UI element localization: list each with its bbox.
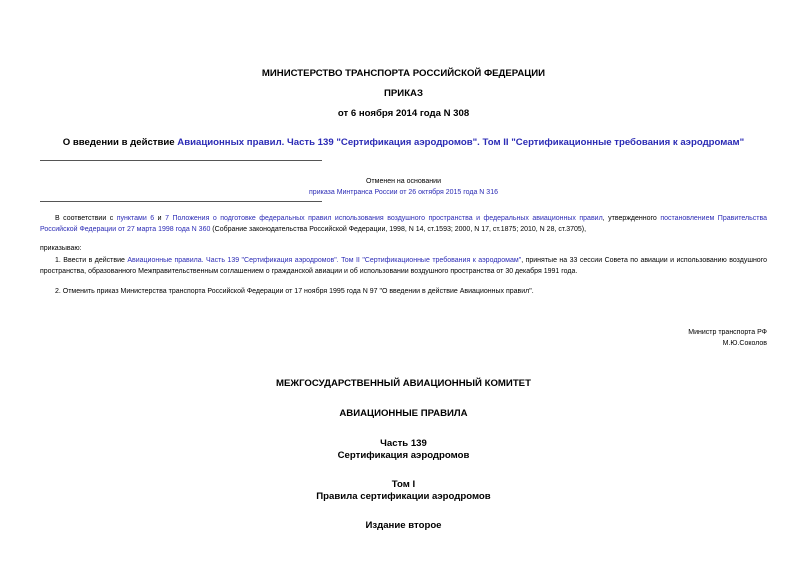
- order-word: приказываю:: [40, 245, 82, 252]
- preamble-text-2: и: [154, 215, 166, 222]
- page-title: [40, 137, 767, 148]
- divider-bottom: [40, 201, 322, 202]
- item-1-text-1: 1. Ввести в действие: [55, 257, 128, 264]
- ministry-heading: МИНИСТЕРСТВО ТРАНСПОРТА РОССИЙСКОЙ ФЕДЕРАЦИИ: [261, 68, 546, 79]
- preamble-text-5: (Собрание законодательства Российской Федерации, 1998, N 14, ст.1593; 2000, N 17, ст.1875; 2010, N 28, ст.3705),: [210, 226, 587, 233]
- divider-top: [40, 160, 322, 161]
- link-aviation-rules[interactable]: Авиационные правила. Часть 139 "Сертификация аэродромов". Том II "Сертификационные требования к аэродромам": [127, 257, 522, 264]
- item-2-paragraph: [40, 286, 767, 297]
- date-number: от 6 ноября 2014 года N 308: [337, 108, 470, 119]
- cancel-note: [40, 176, 767, 198]
- rules-heading: АВИАЦИОННЫЕ ПРАВИЛА: [339, 408, 468, 419]
- link-item-7[interactable]: 7: [165, 215, 169, 222]
- part-title-heading: Сертификация аэродромов: [337, 450, 470, 461]
- doc-type-heading: ПРИКАЗ: [384, 88, 423, 99]
- cancel-note-text: Отменен на основании: [365, 178, 441, 185]
- link-government-decree[interactable]: постановлением Правительства Российской Федерации от 27 марта 1998 года N 360: [40, 215, 767, 233]
- part-heading: Часть 139: [380, 438, 427, 449]
- title-link[interactable]: Авиационных правил. Часть 139 "Сертификация аэродромов". Том II "Сертификационные требования к аэродромам": [177, 137, 745, 148]
- edition-heading: Издание второе: [365, 520, 442, 531]
- volume-title-heading: Правила сертификации аэродромов: [316, 491, 491, 502]
- signature-position: Министр транспорта РФ: [688, 329, 767, 336]
- title-prefix: О введении в действие: [62, 137, 178, 148]
- volume-heading: Том I: [391, 479, 416, 490]
- preamble-paragraph: [40, 213, 767, 235]
- link-items-6[interactable]: пунктами 6: [116, 215, 155, 222]
- item-2-text: 2. Отменить приказ Министерства транспорта Российской Федерации от 17 ноября 1995 года N 97 "О введении в действие Авиационных правил".: [55, 288, 534, 295]
- cancel-note-link[interactable]: приказа Минтранса России от 26 октября 2015 года N 316: [309, 189, 498, 196]
- preamble-text-1: В соответствии с: [55, 215, 117, 222]
- signature-name: М.Ю.Соколов: [722, 340, 767, 347]
- preamble-text-4: , утвержденного: [602, 215, 661, 222]
- link-regulation[interactable]: Положения о подготовке федеральных правил использования воздушного пространства и федеральных авиационных правил: [172, 215, 603, 222]
- item-1-text-2: , принятые на 33 сессии Совета по авиации и использованию воздушного пространства, образованного Межправительственным соглашением о гражданской авиации и об использовании воздушного пространства от 30 декабря 1991 года.: [40, 257, 767, 275]
- item-1-paragraph: [40, 255, 767, 277]
- committee-heading: МЕЖГОСУДАРСТВЕННЫЙ АВИАЦИОННЫЙ КОМИТЕТ: [276, 378, 531, 389]
